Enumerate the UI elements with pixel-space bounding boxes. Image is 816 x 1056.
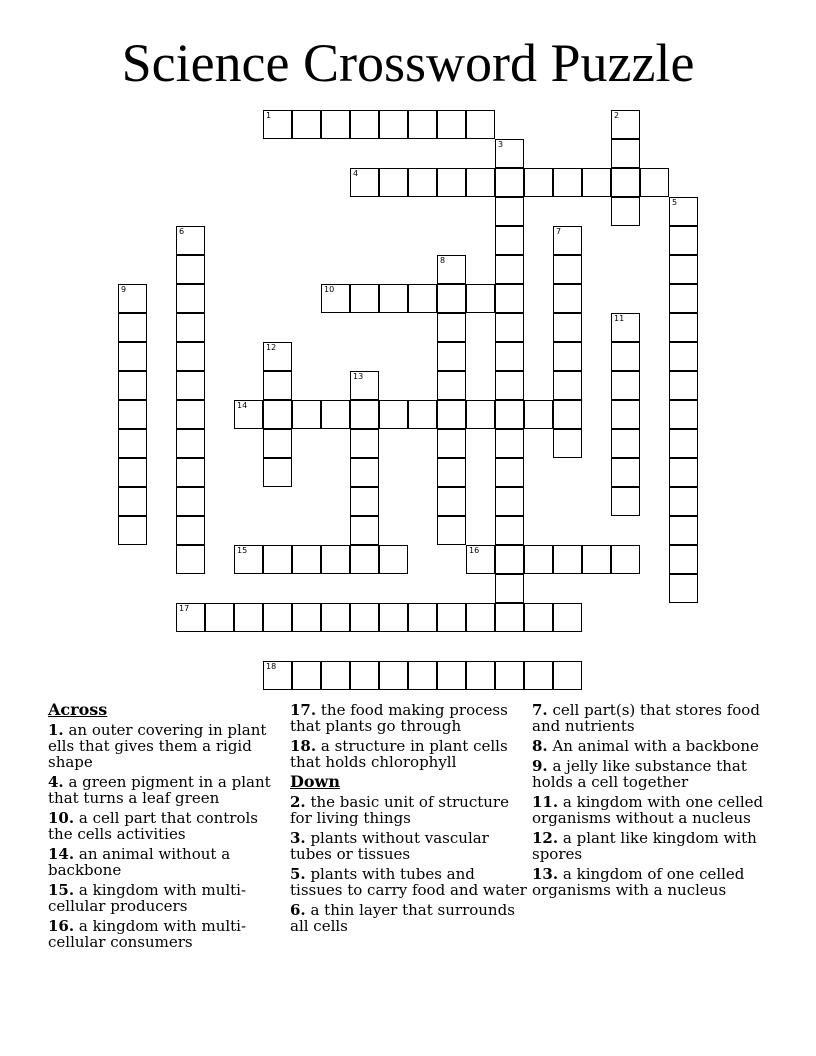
clue-number: 14	[237, 401, 248, 410]
grid-cell[interactable]	[495, 516, 524, 545]
grid-cell[interactable]	[118, 487, 147, 516]
clue-number: 5	[672, 198, 678, 207]
grid-cell[interactable]	[263, 400, 292, 429]
clue-across-17: 17. the food making process that plants go through	[290, 701, 508, 735]
grid-cell[interactable]	[176, 342, 205, 371]
grid-cell[interactable]	[118, 342, 147, 371]
grid-cell[interactable]	[292, 603, 321, 632]
clue-number: 6	[179, 227, 185, 236]
grid-cell[interactable]	[466, 168, 495, 197]
grid-cell[interactable]	[524, 400, 553, 429]
grid-cell[interactable]	[350, 487, 379, 516]
grid-cell[interactable]	[553, 429, 582, 458]
clue-across-4: 4. a green pigment in a plant that turns a leaf green	[48, 773, 271, 807]
grid-cell[interactable]	[437, 110, 466, 139]
grid-cell[interactable]	[495, 574, 524, 603]
grid-cell[interactable]	[611, 139, 640, 168]
grid-cell[interactable]	[321, 284, 350, 313]
grid-cell[interactable]	[466, 661, 495, 690]
clue-down-7: 7. cell part(s) that stores food and nutrients	[532, 701, 760, 735]
grid-cell[interactable]	[321, 110, 350, 139]
grid-cell[interactable]	[408, 110, 437, 139]
grid-cell[interactable]	[495, 255, 524, 284]
grid-cell[interactable]	[350, 516, 379, 545]
grid-cell[interactable]	[350, 284, 379, 313]
grid-cell[interactable]	[176, 371, 205, 400]
grid-cell[interactable]	[669, 545, 698, 574]
grid-cell[interactable]	[553, 661, 582, 690]
grid-cell[interactable]	[263, 458, 292, 487]
clue-down-3: 3. plants without vascular tubes or tissues	[290, 829, 489, 863]
grid-cell[interactable]	[408, 168, 437, 197]
grid-cell[interactable]	[669, 429, 698, 458]
grid-cell[interactable]	[437, 284, 466, 313]
clue-number: 16	[469, 546, 480, 555]
grid-cell[interactable]	[466, 110, 495, 139]
grid-cell[interactable]	[263, 661, 292, 690]
grid-cell[interactable]	[292, 661, 321, 690]
clue-number: 18	[266, 662, 277, 671]
grid-cell[interactable]	[437, 603, 466, 632]
grid-cell[interactable]	[118, 284, 147, 313]
grid-cell[interactable]	[379, 284, 408, 313]
grid-cell[interactable]	[350, 603, 379, 632]
grid-cell[interactable]	[611, 342, 640, 371]
grid-cell[interactable]	[495, 487, 524, 516]
grid-cell[interactable]	[611, 400, 640, 429]
grid-cell[interactable]	[495, 371, 524, 400]
grid-cell[interactable]	[321, 545, 350, 574]
clue-down-12: 12. a plant like kingdom with spores	[532, 829, 757, 863]
grid-cell[interactable]	[176, 545, 205, 574]
grid-cell[interactable]	[553, 226, 582, 255]
clues-column-2	[290, 702, 528, 938]
grid-cell[interactable]	[263, 342, 292, 371]
grid-cell[interactable]	[495, 226, 524, 255]
grid-cell[interactable]	[437, 487, 466, 516]
grid-cell[interactable]	[611, 545, 640, 574]
clue-number: 11	[614, 314, 625, 323]
grid-cell[interactable]	[408, 284, 437, 313]
clue-number: 17	[179, 604, 190, 613]
clue-across-18: 18. a structure in plant cells that holds chlorophyll	[290, 737, 508, 771]
grid-cell[interactable]	[437, 516, 466, 545]
grid-cell[interactable]	[350, 400, 379, 429]
clues-column-1	[48, 702, 286, 954]
grid-cell[interactable]	[669, 197, 698, 226]
grid-cell[interactable]	[176, 400, 205, 429]
grid-cell[interactable]	[292, 545, 321, 574]
grid-cell[interactable]	[553, 400, 582, 429]
grid-cell[interactable]	[176, 255, 205, 284]
across-heading: Across	[48, 700, 108, 719]
grid-cell[interactable]	[321, 603, 350, 632]
grid-cell[interactable]	[495, 284, 524, 313]
grid-cell[interactable]	[263, 429, 292, 458]
grid-cell[interactable]	[553, 371, 582, 400]
grid-cell[interactable]	[350, 371, 379, 400]
grid-cell[interactable]	[379, 661, 408, 690]
grid-cell[interactable]	[553, 313, 582, 342]
grid-cell[interactable]	[524, 168, 553, 197]
grid-cell[interactable]	[176, 458, 205, 487]
clue-number: 12	[266, 343, 277, 352]
grid-cell[interactable]	[379, 168, 408, 197]
clue-across-14: 14. an animal without a backbone	[48, 845, 231, 879]
grid-cell[interactable]	[379, 545, 408, 574]
grid-cell[interactable]	[408, 400, 437, 429]
grid-cell[interactable]	[466, 545, 495, 574]
grid-cell[interactable]	[553, 168, 582, 197]
clue-down-2: 2. the basic unit of structure for living things	[290, 793, 509, 827]
grid-cell[interactable]	[582, 168, 611, 197]
clue-across-10: 10. a cell part that controls the cells activities	[48, 809, 258, 843]
grid-cell[interactable]	[176, 226, 205, 255]
grid-cell[interactable]	[263, 545, 292, 574]
clue-down-11: 11. a kingdom with one celled organisms without a nucleus	[532, 793, 764, 827]
grid-cell[interactable]	[495, 139, 524, 168]
grid-cell[interactable]	[118, 400, 147, 429]
grid-cell[interactable]	[176, 313, 205, 342]
grid-cell[interactable]	[379, 603, 408, 632]
grid-cell[interactable]	[669, 574, 698, 603]
grid-cell[interactable]	[495, 545, 524, 574]
grid-cell[interactable]	[321, 661, 350, 690]
clue-number: 10	[324, 285, 335, 294]
grid-cell[interactable]	[176, 284, 205, 313]
grid-cell[interactable]	[176, 516, 205, 545]
grid-cell[interactable]	[611, 429, 640, 458]
grid-cell[interactable]	[437, 429, 466, 458]
grid-cell[interactable]	[437, 400, 466, 429]
grid-cell[interactable]	[495, 661, 524, 690]
grid-cell[interactable]	[408, 661, 437, 690]
grid-cell[interactable]	[611, 458, 640, 487]
grid-cell[interactable]	[263, 110, 292, 139]
grid-cell[interactable]	[553, 255, 582, 284]
grid-cell[interactable]	[176, 429, 205, 458]
grid-cell[interactable]	[263, 603, 292, 632]
grid-cell[interactable]	[669, 516, 698, 545]
grid-cell[interactable]	[263, 371, 292, 400]
grid-cell[interactable]	[495, 342, 524, 371]
grid-cell[interactable]	[118, 516, 147, 545]
grid-cell[interactable]	[669, 226, 698, 255]
grid-cell[interactable]	[669, 313, 698, 342]
grid-cell[interactable]	[466, 400, 495, 429]
clue-number: 9	[121, 285, 127, 294]
grid-cell[interactable]	[611, 197, 640, 226]
grid-cell[interactable]	[611, 371, 640, 400]
grid-cell[interactable]	[495, 603, 524, 632]
grid-cell[interactable]	[321, 400, 350, 429]
grid-cell[interactable]	[553, 545, 582, 574]
grid-cell[interactable]	[437, 255, 466, 284]
grid-cell[interactable]	[611, 110, 640, 139]
grid-cell[interactable]	[437, 168, 466, 197]
grid-cell[interactable]	[234, 603, 263, 632]
grid-cell[interactable]	[553, 284, 582, 313]
grid-cell[interactable]	[669, 255, 698, 284]
grid-cell[interactable]	[176, 487, 205, 516]
grid-cell[interactable]	[205, 603, 234, 632]
grid-cell[interactable]	[437, 661, 466, 690]
grid-cell[interactable]	[669, 371, 698, 400]
grid-cell[interactable]	[495, 400, 524, 429]
grid-cell[interactable]	[582, 545, 611, 574]
grid-cell[interactable]	[292, 400, 321, 429]
grid-cell[interactable]	[234, 545, 263, 574]
clue-number: 3	[498, 140, 504, 149]
clue-number: 15	[237, 546, 248, 555]
grid-cell[interactable]	[466, 603, 495, 632]
clue-down-8: 8. An animal with a backbone	[532, 737, 759, 755]
grid-cell[interactable]	[234, 400, 263, 429]
clue-number: 4	[353, 169, 359, 178]
grid-cell[interactable]	[466, 284, 495, 313]
clue-down-6: 6. a thin layer that surrounds all cells	[290, 901, 515, 935]
grid-cell[interactable]	[350, 458, 379, 487]
grid-cell[interactable]	[495, 197, 524, 226]
clue-number: 7	[556, 227, 562, 236]
grid-cell[interactable]	[553, 342, 582, 371]
grid-cell[interactable]	[495, 168, 524, 197]
grid-cell[interactable]	[611, 313, 640, 342]
grid-cell[interactable]	[669, 284, 698, 313]
grid-cell[interactable]	[350, 545, 379, 574]
grid-cell[interactable]	[437, 458, 466, 487]
grid-cell[interactable]	[495, 313, 524, 342]
grid-cell[interactable]	[611, 487, 640, 516]
clue-number: 8	[440, 256, 446, 265]
grid-cell[interactable]	[118, 458, 147, 487]
grid-cell[interactable]	[379, 400, 408, 429]
grid-cell[interactable]	[350, 429, 379, 458]
clue-across-1: 1. an outer covering in plant ells that gives them a rigid shape	[48, 721, 267, 771]
clue-number: 2	[614, 111, 620, 120]
grid-cell[interactable]	[118, 371, 147, 400]
clue-across-16: 16. a kingdom with multi-cellular consumers	[48, 917, 247, 951]
grid-cell[interactable]	[669, 342, 698, 371]
grid-cell[interactable]	[553, 603, 582, 632]
grid-cell[interactable]	[495, 458, 524, 487]
clue-across-15: 15. a kingdom with multi-cellular producers	[48, 881, 247, 915]
grid-cell[interactable]	[437, 313, 466, 342]
grid-cell[interactable]	[350, 168, 379, 197]
grid-cell[interactable]	[669, 458, 698, 487]
grid-cell[interactable]	[524, 545, 553, 574]
grid-cell[interactable]	[437, 342, 466, 371]
grid-cell[interactable]	[118, 429, 147, 458]
grid-cell[interactable]	[669, 487, 698, 516]
grid-cell[interactable]	[408, 603, 437, 632]
page-title: Science Crossword Puzzle	[121, 33, 695, 93]
clue-number: 1	[266, 111, 272, 120]
clue-number: 13	[353, 372, 364, 381]
grid-cell[interactable]	[524, 603, 553, 632]
clues-column-3	[532, 702, 770, 902]
grid-cell[interactable]	[379, 110, 408, 139]
grid-cell[interactable]	[611, 168, 640, 197]
grid-cell[interactable]	[118, 313, 147, 342]
clue-down-13: 13. a kingdom of one celled organisms with a nucleus	[532, 865, 745, 899]
grid-cell[interactable]	[176, 603, 205, 632]
grid-cell[interactable]	[495, 429, 524, 458]
grid-cell[interactable]	[640, 168, 669, 197]
clue-down-9: 9. a jelly like substance that holds a cell together	[532, 757, 747, 791]
grid-cell[interactable]	[350, 661, 379, 690]
clue-down-5: 5. plants with tubes and tissues to carry food and water	[290, 865, 527, 899]
grid-cell[interactable]	[350, 110, 379, 139]
down-heading: Down	[290, 772, 340, 791]
grid-cell[interactable]	[292, 110, 321, 139]
grid-cell[interactable]	[524, 661, 553, 690]
grid-cell[interactable]	[669, 400, 698, 429]
grid-cell[interactable]	[437, 371, 466, 400]
